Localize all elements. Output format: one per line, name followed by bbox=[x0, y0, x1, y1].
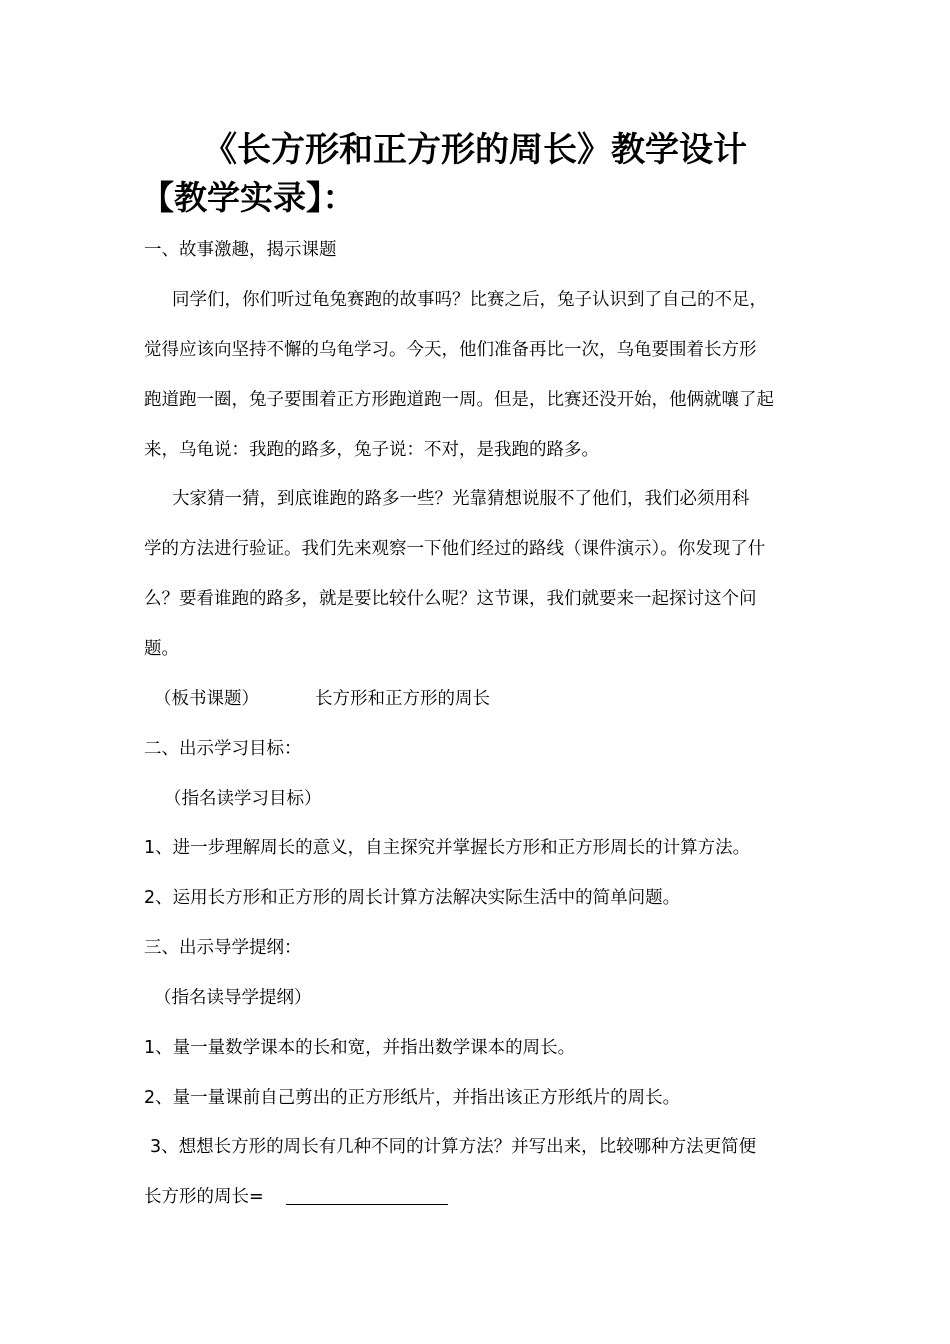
section-3-heading: 三、出示导学提纲： bbox=[144, 938, 302, 958]
document-title: 《长方形和正方形的周长》教学设计 bbox=[203, 130, 747, 170]
teaching-record-heading: 【教学实录】： bbox=[141, 178, 356, 217]
section-2-heading: 二、出示学习目标： bbox=[144, 739, 302, 759]
paragraph-1-line-3: 跑道跑一圈，兔子要围着正方形跑道跑一周。但是，比赛还没开始，他俩就嚷了起 bbox=[144, 390, 774, 410]
board-title-text: 长方形和正方形的周长 bbox=[315, 689, 490, 709]
paragraph-2-line-2: 学的方法进行验证。我们先来观察一下他们经过的路线（课件演示）。你发现了什 bbox=[144, 539, 766, 559]
paragraph-2-line-3: 么？要看谁跑的路多，就是要比较什么呢？这节课，我们就要来一起探讨这个问 bbox=[144, 589, 757, 609]
goal-item-2: 2、运用长方形和正方形的周长计算方法解决实际生活中的简单问题。 bbox=[144, 888, 681, 908]
outline-item-3: 3、想想长方形的周长有几种不同的计算方法？并写出来，比较哪种方法更简便 bbox=[150, 1137, 757, 1157]
goal-item-1: 1、进一步理解周长的意义，自主探究并掌握长方形和正方形周长的计算方法。 bbox=[144, 838, 751, 858]
answer-blank-line bbox=[286, 1204, 448, 1205]
section-3-note: （指名读导学提纲） bbox=[154, 988, 312, 1008]
outline-item-1: 1、量一量数学课本的长和宽，并指出数学课本的周长。 bbox=[144, 1038, 576, 1058]
formula-label: 长方形的周长= bbox=[144, 1187, 264, 1207]
outline-item-2: 2、量一量课前自己剪出的正方形纸片，并指出该正方形纸片的周长。 bbox=[144, 1088, 681, 1108]
paragraph-1-line-4: 来，乌龟说：我跑的路多，兔子说：不对，是我跑的路多。 bbox=[144, 440, 599, 460]
paragraph-2-line-1: 大家猜一猜，到底谁跑的路多一些？光靠猜想说服不了他们，我们必须用科 bbox=[172, 489, 750, 509]
section-2-note: （指名读学习目标） bbox=[164, 789, 322, 809]
paragraph-1-line-2: 觉得应该向坚持不懈的乌龟学习。今天，他们准备再比一次，乌龟要围着长方形 bbox=[144, 340, 757, 360]
paragraph-1-line-1: 同学们，你们听过龟兔赛跑的故事吗？比赛之后，兔子认识到了自己的不足， bbox=[172, 290, 767, 310]
section-1-heading: 一、故事激趣，揭示课题 bbox=[144, 240, 337, 260]
board-title-label: （板书课题） bbox=[154, 689, 259, 709]
paragraph-2-line-4: 题。 bbox=[144, 639, 179, 659]
board-title-line bbox=[154, 686, 490, 712]
